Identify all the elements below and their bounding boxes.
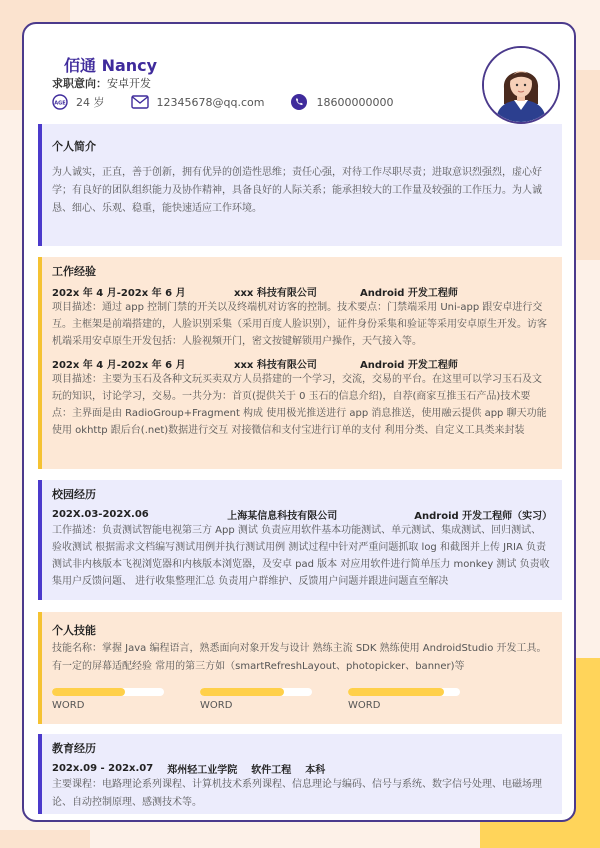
- bg-decoration: [0, 830, 90, 848]
- section-accent: [38, 257, 42, 469]
- work-item-head: [52, 355, 550, 371]
- skill-label: WORD: [348, 700, 381, 711]
- job-intention: [52, 75, 151, 91]
- svg-text:AGE: AGE: [54, 100, 66, 107]
- intro-text: 为人诚实，正直，善于创新，拥有优异的创造性思维；责任心强，对待工作尽职尽责；进取意识烈强烈，虚心好学；有良好的团队组织能力及协作精神，具备良好的人际关系；能承担较大的工作量及较强的工作压力。为人诚恳、细心、乐观、稳重，能快速适应工作环境。: [52, 167, 542, 214]
- work-role: Android 开发工程师: [360, 359, 458, 371]
- education-major: 软件工程: [251, 764, 292, 776]
- intro-title: 个人简介: [52, 140, 96, 153]
- work-section: [38, 257, 562, 469]
- education-section: [38, 734, 562, 814]
- skill-label: WORD: [200, 700, 233, 711]
- education-head: [52, 760, 550, 776]
- contact-row: [52, 92, 419, 112]
- campus-desc: 工作描述：负责测试智能电视第三方 App 测试 负责应用软件基本功能测试、单元测试、集成测试、回归测试、验收测试 根据需求文档编写测试用例并执行测试用例 测试过程中针对严重问题抓取 log 和截图并上传 JRIA 负责测试非内核版本飞视浏览器和内核版本浏览器，及安卓 pad 版本 对应用软件进行简单压力 monkey 测试 负责收集用户反馈问题、 进行收集整理汇总 负责用户群维护、反馈用户问题并跟进问题直至解决: [52, 525, 550, 587]
- skill-track: [348, 688, 460, 696]
- section-accent: [38, 124, 42, 246]
- skill-fill: [348, 688, 444, 696]
- phone-item[interactable]: [290, 93, 393, 111]
- education-school: 郑州轻工业学院: [167, 764, 238, 776]
- email-item[interactable]: [131, 95, 265, 109]
- avatar: [482, 46, 560, 124]
- section-accent: [38, 734, 42, 814]
- candidate-name: 佰通 Nancy: [64, 56, 158, 75]
- campus-title: 校园经历: [52, 488, 96, 501]
- skill-item: [52, 688, 200, 711]
- age-item: [52, 94, 105, 110]
- skill-item: [200, 688, 348, 711]
- work-role: Android 开发工程师: [360, 287, 458, 299]
- work-company: xxx 科技有限公司: [234, 287, 317, 299]
- skills-section: [38, 612, 562, 724]
- age-icon: [52, 94, 68, 110]
- section-accent: [38, 480, 42, 600]
- education-degree: 本科: [305, 764, 326, 776]
- campus-section: [38, 480, 562, 600]
- skill-track: [200, 688, 312, 696]
- bg-decoration: [572, 70, 600, 260]
- work-date: 202x 年 4 月-202x 年 6 月: [52, 359, 186, 371]
- campus-head: [52, 506, 553, 522]
- skill-label: WORD: [52, 700, 85, 711]
- campus-date: 202X.03-202X.06: [52, 508, 149, 520]
- intention-value: 安卓开发: [107, 77, 151, 90]
- work-title: 工作经验: [52, 265, 96, 278]
- phone-icon: [290, 93, 308, 111]
- skill-fill: [52, 688, 125, 696]
- email-icon: [131, 95, 149, 109]
- education-title: 教育经历: [52, 742, 96, 755]
- skill-bars: [52, 688, 550, 711]
- skills-desc: 技能名称：掌握 Java 编程语言，熟悉面向对象开发与设计 熟练主流 SDK 熟练使用 AndroidStudio 开发工具。有一定的屏幕适配经验 常用的第三方如（smartRefreshLayout、photopicker、banner)等: [52, 643, 547, 672]
- campus-company: 上海某信息科技有限公司: [227, 510, 338, 522]
- skill-item: [348, 688, 496, 711]
- education-date: 202x.09 - 202x.07: [52, 762, 154, 774]
- avatar-illustration: [484, 48, 558, 122]
- age-value: 24 岁: [76, 96, 105, 109]
- intro-section: [38, 124, 562, 246]
- work-desc: 项目描述：通过 app 控制门禁的开关以及终端机对访客的控制。技术要点：门禁端采用 Uni-app 跟安卓进行交互。主框架是前端搭建的，人脸识别采集（采用百度人脸识别），证件身份采集和验证等采用安卓原生开发。访客机端采用安卓原生开发包括：人脸视频开门，密文按键解锁用户操作，天气接入等。: [52, 302, 547, 347]
- intention-label: 求职意向：: [52, 77, 107, 90]
- education-desc: 主要课程：电路理论系列课程、计算机技术系列课程、信息理论与编码、信号与系统、数字信号处理、电磁场理论、自动控制原理、感测技术等。: [52, 779, 542, 808]
- skill-fill: [200, 688, 284, 696]
- work-date: 202x 年 4 月-202x 年 6 月: [52, 287, 186, 299]
- resume-card: [22, 22, 576, 822]
- work-desc: 项目描述：主要为玉石及各种文玩买卖双方人员搭建的一个学习，交流，交易的平台。在这里可以学习玉石及文玩的知识，讨论学习，交易。一共分为：首页(提供关于 0 玉石的信息介绍)，自荐(商家互推玉石产品)技术要点：主界面是由 RadioGroup+Fragment 构成 使用极光推送进行 app 消息推送，使用融云提供 app 聊天功能 使用 okhttp 跟后台(.net)数据进行交互 对接微信和支付宝进行订单的支付 利用分类、自定义工具类来封装: [52, 374, 547, 436]
- work-item-head: [52, 283, 550, 299]
- skills-title: 个人技能: [52, 624, 96, 637]
- work-company: xxx 科技有限公司: [234, 359, 317, 371]
- phone-value[interactable]: 18600000000: [316, 95, 394, 109]
- campus-role: Android 开发工程师（实习）: [414, 510, 553, 522]
- skill-track: [52, 688, 164, 696]
- section-accent: [38, 612, 42, 724]
- email-value[interactable]: 12345678@qq.com: [156, 95, 265, 109]
